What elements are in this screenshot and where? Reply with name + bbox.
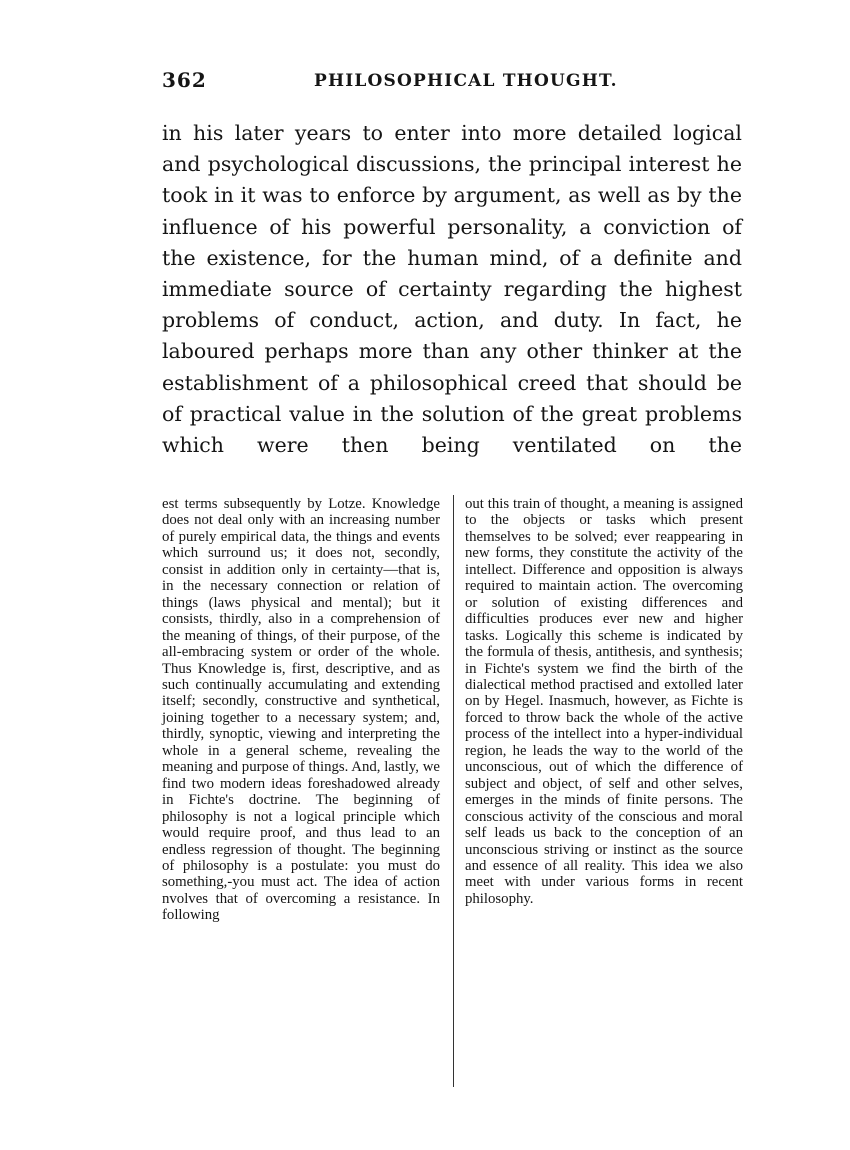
page-number: 362 bbox=[162, 68, 207, 92]
page-header bbox=[162, 68, 742, 98]
left-footnote-column: est terms subsequently by Lotze. Knowledge does not deal only with an increasing number of purely empirical data, the things and events which surround us; it does not, secondly, consist in addition only in certainty—that is, in the necessary connection or relation of things (laws physical and mental); but it consists, thirdly, also in a comprehension of the meaning of things, of their purpose, of the all-embracing system or order of the whole. Thus Knowledge is, first, descriptive, and as such continually accumulating and extending itself; secondly, constructive and synthetical, joining together to a necessary system; and, thirdly, synoptic, viewing and interpreting the whole in a general scheme, revealing the meaning and purpose of things. And, lastly, we find two modern ideas foreshadowed already in Fichte's doctrine. The beginning of philosophy is not a logical principle which would require proof, and thus lead to an endless regression of thought. The beginning of philosophy is a postulate: you must do something,-you must act. The idea of action nvolves that of overcoming a resistance. In following bbox=[162, 496, 440, 924]
main-paragraph: in his later years to enter into more detailed logical and psychological discussions, the principal interest he took in it was to enforce by argument, as well as by the influence of his powerful personality, a conviction of the existence, for the human mind, of a definite and immediate source of certainty regarding the highest problems of conduct, action, and duty. In fact, he laboured perhaps more than any other thinker at the establishment of a philosophical creed that should be of practical value in the solution of the great problems which were then being ventilated on the bbox=[162, 121, 742, 458]
running-title: PHILOSOPHICAL THOUGHT. bbox=[314, 71, 618, 91]
right-footnote-column: out this train of thought, a meaning is assigned to the objects or tasks which present themselves to be solved; ever reappearing in new forms, they constitute the activity of the intellect. Difference and opposition is always required to maintain action. The overcoming or solution of existing differences and difficulties produces ever new and higher tasks. Logically this scheme is indicated by the formula of thesis, antithesis, and synthesis; in Fichte's system we find the birth of the dialectical method practised and extolled later on by Hegel. Inasmuch, however, as Fichte is forced to throw back the whole of the active process of the intellect into a hyper-individual region, he leads the way to the world of the unconscious, out of which the difference of subject and object, of self and other selves, emerges in the minds of finite persons. The conscious activity of the conscious and moral self leads us back to the conception of an unconscious striving or instinct as the source and essence of all reality. This idea we also meet with under various forms in recent philosophy. bbox=[465, 496, 743, 907]
column-divider bbox=[453, 495, 454, 1087]
